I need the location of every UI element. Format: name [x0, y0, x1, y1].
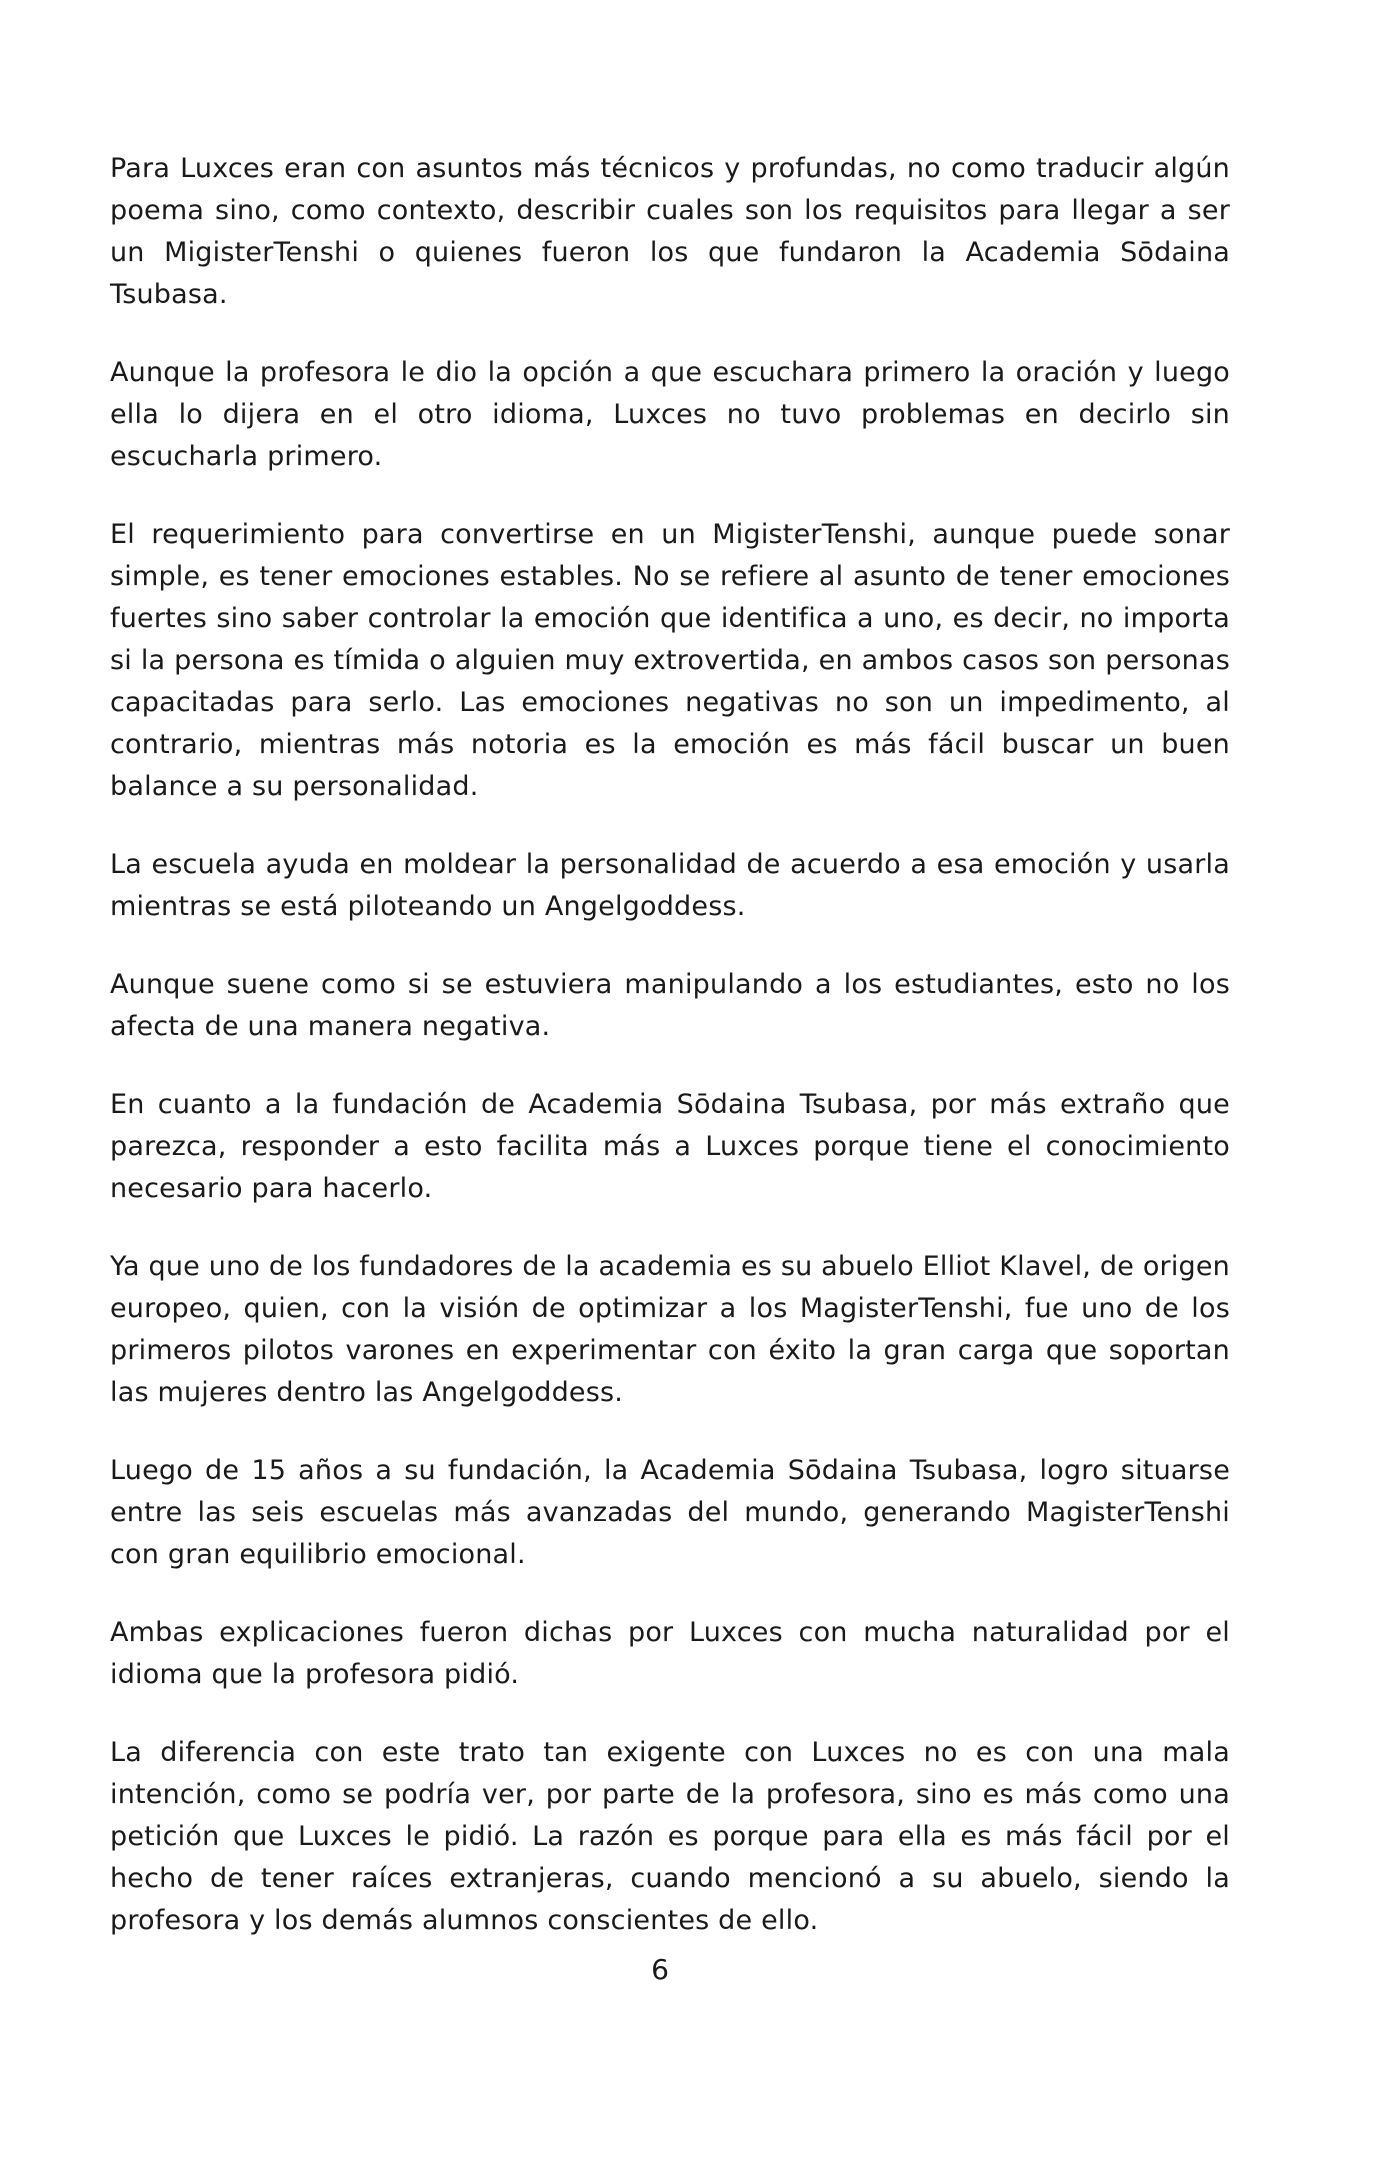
paragraph: Ambas explicaciones fueron dichas por Luxces con mucha naturalidad por el idioma que la profesora pidió. [110, 1617, 1230, 1690]
paragraph: Luego de 15 años a su fundación, la Academia Sōdaina Tsubasa, logro situarse entre las seis escuelas más avanzadas del mundo, generando MagisterTenshi con gran equilibrio emocional. [110, 1455, 1230, 1570]
paragraph: La diferencia con este trato tan exigente con Luxces no es con una mala intención, como se podría ver, por parte de la profesora, sino es más como una petición que Luxces le pidió. La razón es porque para ella es más fácil por el hecho de tener raíces extranjeras, cuando mencionó a su abuelo, siendo la profesora y los demás alumnos conscientes de ello. [110, 1737, 1230, 1936]
paragraph: Aunque suene como si se estuviera manipulando a los estudiantes, esto no los afecta de una manera negativa. [110, 969, 1230, 1042]
paragraph: El requerimiento para convertirse en un MigisterTenshi, aunque puede sonar simple, es tener emociones estables. No se refiere al asunto de tener emociones fuertes sino saber controlar la emoción que identifica a uno, es decir, no importa si la persona es tímida o alguien muy extrovertida, en ambos casos son personas capacitadas para serlo. Las emociones negativas no son un impedimento, al contrario, mientras más notoria es la emoción es más fácil buscar un buen balance a su personalidad. [110, 519, 1230, 802]
paragraph: Aunque la profesora le dio la opción a que escuchara primero la oración y luego ella lo dijera en el otro idioma, Luxces no tuvo problemas en decirlo sin escucharla primero. [110, 357, 1230, 472]
paragraph: Ya que uno de los fundadores de la academia es su abuelo Elliot Klavel, de origen europeo, quien, con la visión de optimizar a los MagisterTenshi, fue uno de los primeros pilotos varones en experimentar con éxito la gran carga que soportan las mujeres dentro las Angelgoddess. [110, 1251, 1230, 1408]
page-number: 6 [651, 1953, 669, 1986]
paragraph: La escuela ayuda en moldear la personalidad de acuerdo a esa emoción y usarla mientras se está piloteando un Angelgoddess. [110, 849, 1230, 922]
paragraph: Para Luxces eran con asuntos más técnicos y profundas, no como traducir algún poema sino, como contexto, describir cuales son los requisitos para llegar a ser un MigisterTenshi o quienes fueron los que fundaron la Academia Sōdaina Tsubasa. [110, 153, 1230, 310]
body-text [110, 148, 1230, 1978]
paragraph: En cuanto a la fundación de Academia Sōdaina Tsubasa, por más extraño que parezca, responder a esto facilita más a Luxces porque tiene el conocimiento necesario para hacerlo. [110, 1089, 1230, 1204]
